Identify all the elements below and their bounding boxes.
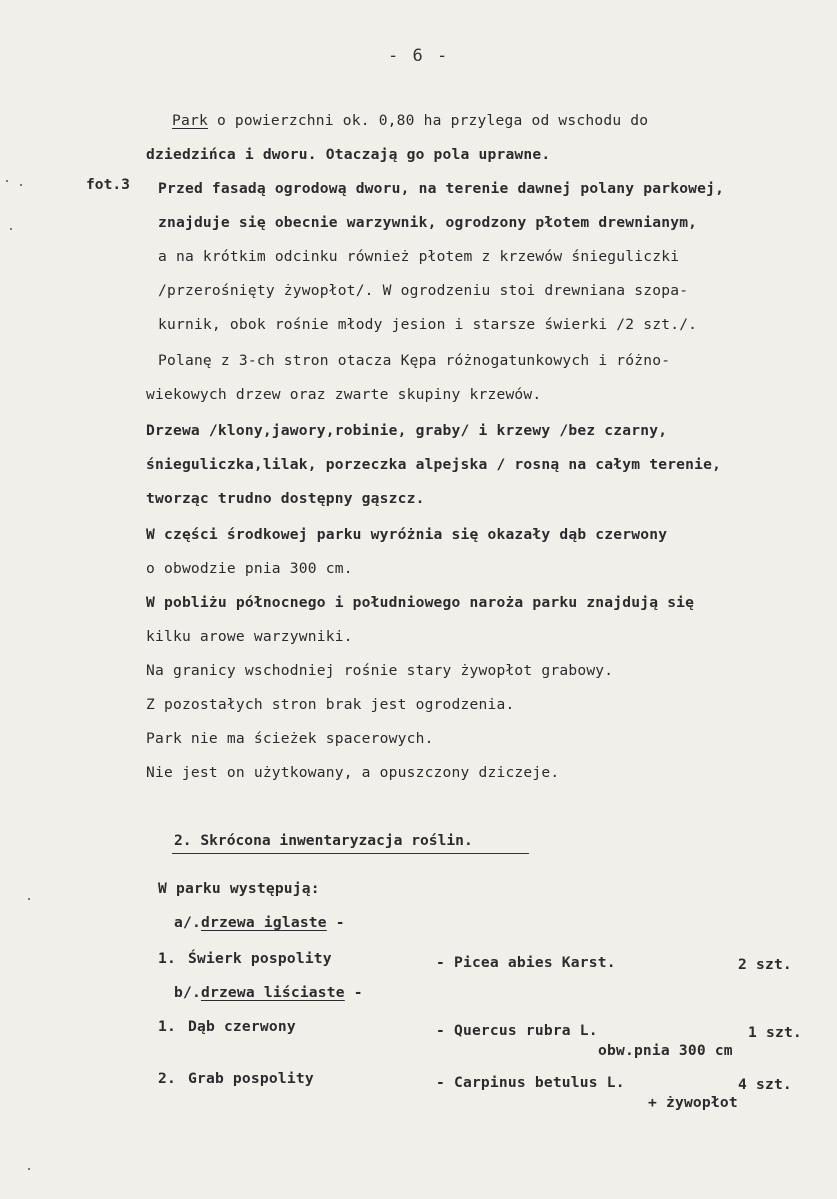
paragraph-line: kurnik, obok rośnie młody jesion i starsze świerki /2 szt./.	[158, 316, 698, 333]
intro-line-2: dziedzińca i dworu. Otaczają go pola uprawne.	[146, 146, 551, 163]
scan-mark	[28, 1168, 30, 1170]
item-number: 2.	[158, 1070, 176, 1087]
intro-line-1	[172, 112, 648, 129]
paragraph-line: Park nie ma ścieżek spacerowych.	[146, 730, 434, 747]
item-quantity: 1 szt.	[748, 1024, 802, 1041]
item-latin-name: - Quercus rubra L.	[436, 1022, 598, 1039]
item-name: Świerk pospolity	[188, 950, 332, 967]
paragraph-line: o obwodzie pnia 300 cm.	[146, 560, 353, 577]
park-word: Park	[172, 112, 208, 129]
scan-mark	[28, 898, 30, 900]
page-number: - 6 -	[388, 46, 450, 66]
paragraph-line: Przed fasadą ogrodową dworu, na terenie dawnej polany parkowej,	[158, 180, 725, 197]
item-name: Dąb czerwony	[188, 1018, 296, 1035]
group-b-heading	[174, 984, 363, 1001]
item-name: Grab pospolity	[188, 1070, 314, 1087]
item-quantity: 4 szt.	[738, 1076, 792, 1093]
item-number: 1.	[158, 950, 176, 967]
item-latin-name: - Picea abies Karst.	[436, 954, 616, 971]
group-a-heading	[174, 914, 345, 931]
group-a-label: drzewa iglaste	[200, 914, 327, 931]
item-quantity: 2 szt.	[738, 956, 792, 973]
paragraph-line: Drzewa /klony,jawory,robinie, graby/ i krzewy /bez czarny,	[146, 422, 668, 439]
paragraph-line: kilku arowe warzywniki.	[146, 628, 353, 645]
item-latin-name: - Carpinus betulus L.	[436, 1074, 625, 1091]
section-heading-underline	[172, 853, 529, 854]
scan-mark	[6, 180, 8, 182]
paragraph-line: Nie jest on użytkowany, a opuszczony dziczeje.	[146, 764, 560, 781]
paragraph-line: śnieguliczka,lilak, porzeczka alpejska / rosną na całym terenie,	[146, 456, 722, 473]
paragraph-line: tworząc trudno dostępny gąszcz.	[146, 490, 425, 507]
group-b-label: drzewa liściaste	[200, 984, 345, 1001]
paragraph-line: W pobliżu północnego i południowego naroża parku znajdują się	[146, 594, 695, 611]
item-note: + żywopłot	[648, 1094, 738, 1111]
item-note: obw.pnia 300 cm	[598, 1042, 733, 1059]
scan-mark	[10, 228, 12, 230]
item-number: 1.	[158, 1018, 176, 1035]
photo-reference: fot.3	[86, 176, 130, 193]
paragraph-line: W części środkowej parku wyróżnia się okazały dąb czerwony	[146, 526, 668, 543]
inventory-intro: W parku występują:	[158, 880, 320, 897]
paragraph-line: Na granicy wschodniej rośnie stary żywopłot grabowy.	[146, 662, 614, 679]
paragraph-line: znajduje się obecnie warzywnik, ogrodzony płotem drewnianym,	[158, 214, 698, 231]
paragraph-line: wiekowych drzew oraz zwarte skupiny krzewów.	[146, 386, 542, 403]
group-a-suffix: -	[326, 914, 345, 931]
paragraph-line: Polanę z 3-ch stron otacza Kępa różnogatunkowych i różno-	[158, 352, 671, 369]
group-b-prefix: b/.	[174, 984, 201, 1001]
scan-mark	[20, 184, 22, 186]
paragraph-line: Z pozostałych stron brak jest ogrodzenia.	[146, 696, 515, 713]
group-a-prefix: a/.	[174, 914, 201, 931]
intro-line-1-text: o powierzchni ok. 0,80 ha przylega od wschodu do	[207, 112, 649, 129]
group-b-suffix: -	[344, 984, 363, 1001]
paragraph-line: /przerośnięty żywopłot/. W ogrodzeniu stoi drewniana szopa-	[158, 282, 689, 299]
section-heading: 2. Skrócona inwentaryzacja roślin.	[174, 832, 473, 849]
paragraph-line: a na krótkim odcinku również płotem z krzewów śnieguliczki	[158, 248, 680, 265]
